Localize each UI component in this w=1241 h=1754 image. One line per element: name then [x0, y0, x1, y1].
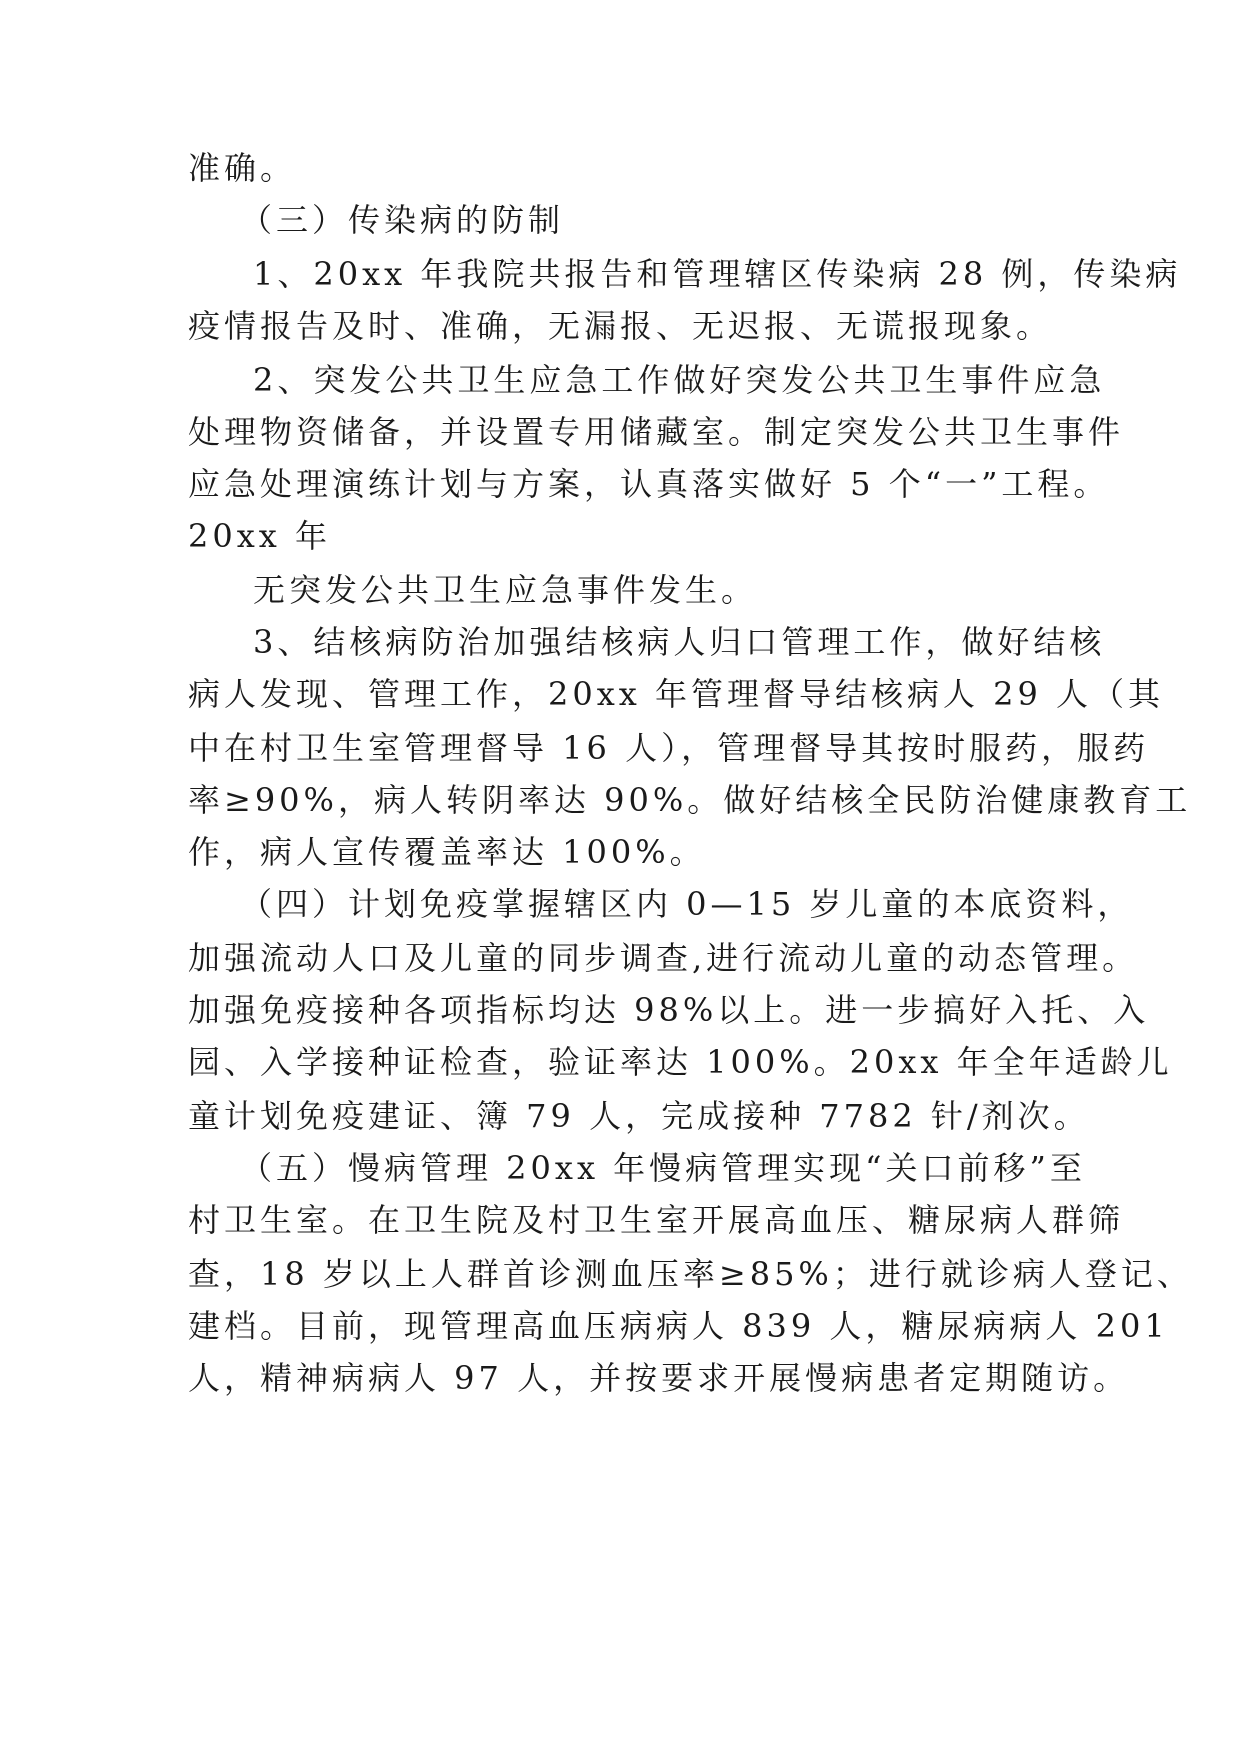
text-line: 园、入学接种证检查，验证率达 100%。20xx 年全年适龄儿 — [188, 1043, 1173, 1081]
text-line: 加强免疫接种各项指标均达 98%以上。进一步搞好入托、入 — [188, 991, 1150, 1029]
text-line: 处理物资储备，并设置专用储藏室。制定突发公共卫生事件 — [188, 413, 1125, 451]
text-line: 准确。 — [188, 149, 297, 187]
text-line: 3、结核病防治加强结核病人归口管理工作，做好结核 — [253, 623, 1106, 661]
text-line: 村卫生室。在卫生院及村卫生室开展高血压、糖尿病人群筛 — [188, 1201, 1125, 1239]
text-line: 童计划免疫建证、簿 79 人，完成接种 7782 针/剂次。 — [188, 1097, 1090, 1135]
text-line: 查，18 岁以上人群首诊测血压率≥85%；进行就诊病人登记、 — [188, 1255, 1193, 1293]
text-line: 中在村卫生室管理督导 16 人），管理督导其按时服药，服药 — [188, 729, 1150, 767]
text-line: 1、20xx 年我院共报告和管理辖区传染病 28 例，传染病 — [253, 255, 1182, 293]
text-line: 20xx 年 — [188, 517, 331, 555]
text-line: 率≥90%，病人转阴率达 90%。做好结核全民防治健康教育工 — [188, 781, 1192, 819]
text-line: 应急处理演练计划与方案，认真落实做好 5 个“一”工程。 — [188, 465, 1110, 503]
text-line: 人，精神病病人 97 人，并按要求开展慢病患者定期随访。 — [188, 1359, 1130, 1397]
text-line: 2、突发公共卫生应急工作做好突发公共卫生事件应急 — [253, 361, 1106, 399]
text-line: 加强流动人口及儿童的同步调查,进行流动儿童的动态管理。 — [188, 939, 1139, 977]
text-line: 疫情报告及时、准确，无漏报、无迟报、无谎报现象。 — [188, 307, 1053, 345]
section-heading-3: （三）传染病的防制 — [240, 201, 565, 239]
text-line: 作，病人宣传覆盖率达 100%。 — [188, 833, 706, 871]
section-heading-5: （五）慢病管理 20xx 年慢病管理实现“关口前移”至 — [240, 1149, 1086, 1187]
text-line: 病人发现、管理工作，20xx 年管理督导结核病人 29 人（其 — [188, 675, 1165, 713]
text-line: 建档。目前，现管理高血压病病人 839 人，糖尿病病人 201 — [188, 1307, 1169, 1345]
text-line: 无突发公共卫生应急事件发生。 — [253, 571, 758, 609]
section-heading-4: （四）计划免疫掌握辖区内 0—15 岁儿童的本底资料， — [240, 885, 1134, 923]
